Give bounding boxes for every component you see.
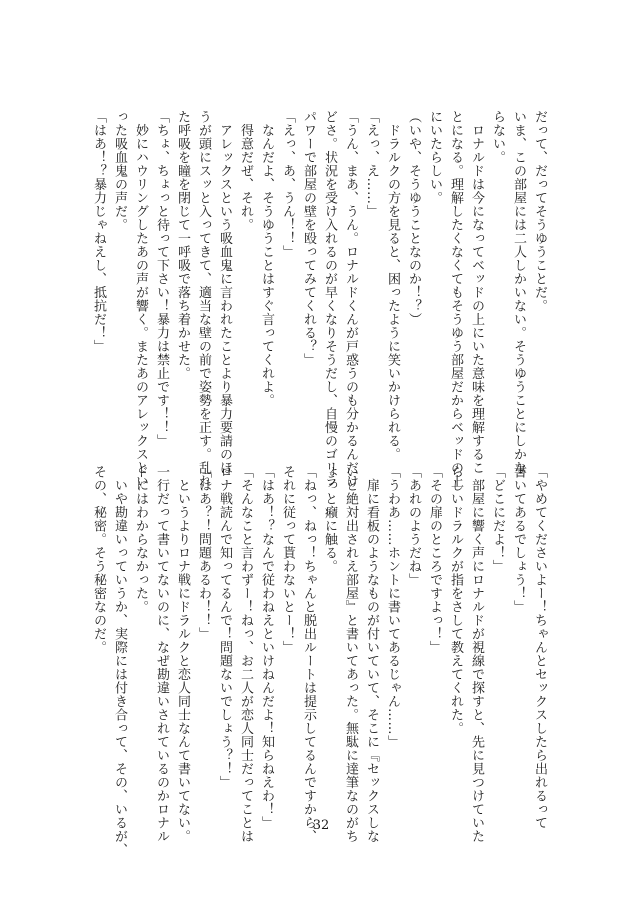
text-line: とになる。理解したくなくてもそうゆう部屋だからベッドの上 bbox=[448, 110, 463, 488]
text-line: 「うん、まあ、うん。ロナルドくんが戸惑うのも分かるんだけ bbox=[343, 110, 358, 488]
text-line: 得意だぜ、それ。 bbox=[238, 110, 253, 232]
text-line: ょっと癪に触る。 bbox=[322, 465, 337, 573]
text-line: 「えっ、あ、うん！！」 bbox=[280, 110, 295, 259]
text-line: なんだよ、そうゆうことはすぐ言ってくれよ。 bbox=[259, 110, 274, 407]
text-line: いと絶対出されえ部屋』と書いてあった。無駄に達筆なのがち bbox=[343, 465, 358, 843]
text-line: 「はあ？！問題あるわ！！」 bbox=[196, 465, 211, 641]
text-line: 「はあ！？暴力じゃねえし、抵抗だ！」 bbox=[91, 110, 106, 353]
text-line: どさ。状況を受け入れるのが早くなりそうだし、自慢のゴリラ bbox=[322, 110, 337, 488]
text-line: うが頭にスッと入ってきて、適当な壁の前で姿勢を正す。乱れ bbox=[196, 110, 211, 488]
text-line: その、秘密。そう秘密なのだ。 bbox=[91, 465, 106, 654]
text-line: アレックスという吸血鬼に言われたことより暴力要請のほ bbox=[217, 110, 232, 475]
text-line: ドにはわからなかった。 bbox=[133, 465, 148, 614]
text-line: 妙にハウリングしたあの声が響く。またあのアレックスとい bbox=[133, 110, 148, 488]
text-line: 「やめてくださいよー！ちゃんとセックスしたら出れるって bbox=[532, 465, 547, 830]
text-line: 扉に看板のようなものが付いていて、そこに『セックスしな bbox=[364, 465, 379, 843]
text-line: 部屋に響く声にロナルドが視線で探すと、先に見つけていた bbox=[469, 465, 484, 843]
text-line: （いや、そうゆうことなのか！？） bbox=[406, 110, 421, 326]
text-line: 「ちょ、ちょっと待って下さい！暴力は禁止です！！」 bbox=[154, 110, 169, 448]
text-line: ロナ戦読んで知ってるんで！問題ないでしょう？！」 bbox=[217, 465, 232, 789]
text-line: 「その扉のところですよっ！」 bbox=[427, 465, 442, 654]
text-line: 「そんなこと言わずー！ねっ、お二人が恋人同士だってことは bbox=[238, 465, 253, 843]
text-line: 書いてあるでしょう！」 bbox=[511, 465, 526, 614]
text-line: だって、だってそうゆうことだ。 bbox=[532, 110, 547, 313]
text-line: いや勘違いっていうか、実際には付き合って、その、いるが、 bbox=[112, 465, 127, 857]
text-line: ドラルクの方を見ると、困ったように笑いかけられる。 bbox=[385, 110, 400, 461]
text-line: 「どこにだよ！」 bbox=[490, 465, 505, 573]
text-line: ロナルドは今になってベッドの上にいた意味を理解するこ bbox=[469, 110, 484, 475]
text-line: 「えっ、え……」 bbox=[364, 110, 379, 218]
text-line: た呼吸を瞳を閉じて一呼吸で落ち着かせた。 bbox=[175, 110, 190, 380]
text-line: った吸血鬼の声だ。 bbox=[112, 110, 127, 232]
text-line: らない。 bbox=[490, 110, 505, 164]
page-number: 32 bbox=[312, 818, 330, 833]
text-line: いま、この部屋には二人しかいない。そうゆうことにしかな bbox=[511, 110, 526, 475]
text-line: 一行だって書いてないのに、なぜ勘違いされているのかロナル bbox=[154, 465, 169, 843]
text-line: それに従って貰わないとー！」 bbox=[280, 465, 295, 654]
text-line: 「あれのようだね」 bbox=[406, 465, 421, 587]
upper-text-block bbox=[90, 110, 550, 488]
text-line: 「はあ！？なんで従わねえといけねんだよ！知らねえわ！」 bbox=[259, 465, 274, 830]
text-line: にいたらしい。 bbox=[427, 110, 442, 205]
text-line: らしいドラルクが指をさして教えてくれた。 bbox=[448, 465, 463, 735]
text-line: 「うわあ……ホントに書いてあるじゃん……」 bbox=[385, 465, 400, 749]
text-line: 「ねっ、ねっ！ちゃんと脱出ルートは提示してるんですから、 bbox=[301, 465, 316, 843]
text-line: パワーで部屋の壁を殴ってみてくれる？」 bbox=[301, 110, 316, 367]
text-line: というよりロナ戦にドラルクと恋人同士なんて書いてない。 bbox=[175, 465, 190, 843]
